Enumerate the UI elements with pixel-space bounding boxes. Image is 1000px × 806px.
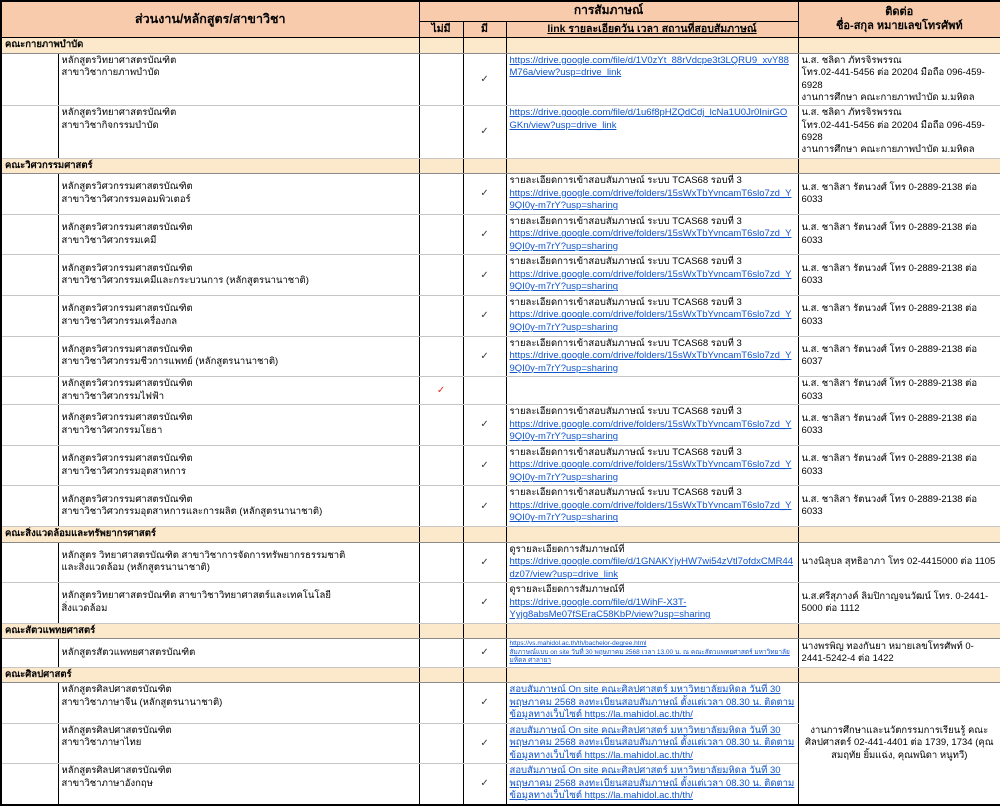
section-no-cell [419,623,463,639]
section-no-cell [419,526,463,542]
program-name: หลักสูตรวิทยาศาสตรบัณฑิต สาขาวิชาวิทยาศาสตร์และเทคโนโลยี [61,590,331,602]
section-yes-cell [463,667,506,683]
program-cell [58,723,419,764]
link-cell [506,255,798,296]
link-description: รายละเอียดการเข้าสอบสัมภาษณ์ ระบบ TCAS68 รอบที่ 3 [509,175,742,187]
yes-check-icon: ✓ [480,500,489,512]
table-row [1,336,1000,377]
contact-cell [798,214,1000,255]
program-cell [58,53,419,105]
link-cell [506,377,798,405]
row-indent-cell [1,377,58,405]
program-cell [58,295,419,336]
program-cell [58,445,419,486]
no-check-cell [419,683,463,724]
link-description: รายละเอียดการเข้าสอบสัมภาษณ์ ระบบ TCAS68 รอบที่ 3 [509,215,742,227]
link-cell [506,295,798,336]
no-check-cell [419,445,463,486]
program-major: สาขาวิชาวิศวกรรมไฟฟ้า [61,390,165,402]
contact-line: โทร.02-441-5456 ต่อ 20204 มือถือ 096-459-6928 [801,67,985,91]
row-indent-cell [1,106,58,158]
contact-cell [798,445,1000,486]
yes-check-cell [463,764,506,805]
link-description: ดูรายละเอียดการสัมภาษณ์ที่ [509,543,625,555]
program-cell [58,764,419,805]
interview-link[interactable]: https://drive.google.com/drive/folders/15sWxTbYvncamT6slo7zd_Y9QI0y-m7rY?usp=sharing [509,228,792,252]
program-major: และสิ่งแวดล้อม (หลักสูตรนานาชาติ) [61,562,210,574]
contact-line: น.ส. ชลิดา ภัทรจิรพรรณ [801,54,902,66]
section-link-cell [506,667,798,683]
link-cell [506,174,798,215]
yes-check-icon: ✓ [480,269,489,281]
table-row [1,405,1000,446]
program-cell [58,683,419,724]
yes-check-icon: ✓ [480,228,489,240]
link-description: รายละเอียดการเข้าสอบสัมภาษณ์ ระบบ TCAS68 รอบที่ 3 [509,487,742,499]
program-name: หลักสูตรวิศวกรรมศาสตรบัณฑิต [61,343,193,355]
section-title: คณะกายภาพบำบัด [1,38,419,54]
contact-cell [798,377,1000,405]
interview-link[interactable]: https://drive.google.com/file/d/1u6f8pHZQdCdj_lcNa1U0Jr0InirGOGKn/view?usp=drive_link [509,107,788,131]
yes-check-cell [463,174,506,215]
section-title: คณะสิ่งแวดล้อมและทรัพยากรศาสตร์ [1,526,419,542]
program-name: หลักสูตรวิศวกรรมศาสตรบัณฑิต [61,412,193,424]
contact-cell [798,639,1000,667]
row-indent-cell [1,583,58,624]
link-cell [506,486,798,527]
table-row [1,377,1000,405]
program-major: สาขาวิชาวิศวกรรมโยธา [61,425,163,436]
section-no-cell [419,667,463,683]
program-name: หลักสูตรสัตวแพทยศาสตรบัณฑิต [61,646,196,658]
yes-check-icon: ✓ [480,73,489,85]
interview-link[interactable]: https://drive.google.com/drive/folders/15sWxTbYvncamT6slo7zd_Y9QI0y-m7rY?usp=sharing [509,268,792,293]
row-indent-cell [1,723,58,764]
link-cell [506,336,798,377]
program-cell [58,639,419,667]
no-check-cell [419,405,463,446]
row-indent-cell [1,445,58,486]
section-link-cell [506,623,798,639]
contact-line: นางพรพิญ ทองกันยา หมายเลขโทรศัพท์ 0-2441-5242-4 ต่อ 1422 [801,640,974,664]
header-program-column: ส่วนงาน/หลักสูตร/สาขาวิชา [1,1,419,38]
interview-link[interactable]: https://drive.google.com/drive/folders/15sWxTbYvncamT6slo7zd_Y9QI0y-m7rY?usp=sharing [509,418,792,443]
no-check-cell [419,336,463,377]
link-description: ดูรายละเอียดการสัมภาษณ์ที่ [509,584,625,596]
yes-check-cell [463,295,506,336]
section-row [1,526,1000,542]
contact-line: น.ส. ชาลิสา รัตนวงศ์ โทร 0-2889-2138 ต่อ 6033 [801,181,978,205]
program-major: สิ่งแวดล้อม [61,602,108,614]
program-cell [58,542,419,583]
yes-check-icon: ✓ [480,460,489,471]
table-row [1,214,1000,255]
no-check-cell [419,639,463,667]
section-row [1,38,1000,54]
program-name: หลักสูตรวิทยาศาสตรบัณฑิต [61,107,177,119]
no-check-cell [419,486,463,527]
program-major: สาขาวิชาภาษาอังกฤษ [61,777,153,789]
header-contact-line2: ชื่อ-สกุล หมายเลขโทรศัพท์ [835,19,963,32]
link-cell [506,106,798,158]
contact-line: งานการศึกษาและนวัตกรรมการเรียนรู้ คณะศิลปศาสตร์ 02-441-4401 ต่อ 1739, 1734 (คุณสมฤทัย ยิ้มแฉ่ง, คุณพนิดา หนูทวี) [805,724,994,761]
no-check-cell [419,764,463,805]
contact-cell [798,486,1000,527]
header-contact-line1: ติดต่อ [885,5,914,18]
contact-line: น.ส. ชาลิสา รัตนวงศ์ โทร 0-2889-2138 ต่อ 6033 [801,378,978,402]
row-indent-cell [1,542,58,583]
program-major: สาขาวิชาวิศวกรรมคอมพิวเตอร์ [61,193,191,205]
section-title: คณะศิลปศาสตร์ [1,667,419,683]
yes-check-icon: ✓ [480,778,489,790]
section-no-cell [419,158,463,174]
header-contact-column [798,1,1000,38]
yes-check-icon: ✓ [480,350,489,362]
yes-check-cell [463,683,506,724]
table-body [1,38,1000,805]
yes-check-icon: ✓ [480,419,489,431]
program-name: หลักสูตร วิทยาศาสตรบัณฑิต สาขาวิชาการจัดการทรัพยากรธรรมชาติ [61,549,346,561]
yes-check-icon: ✓ [480,597,489,609]
yes-check-cell [463,214,506,255]
section-link-cell [506,38,798,54]
interview-link[interactable]: https://vs.mahidol.ac.th/th/bachelor-degree.html [509,640,647,648]
program-cell [58,174,419,215]
interview-link[interactable]: https://drive.google.com/drive/folders/15sWxTbYvncamT6slo7zd_Y9QI0y-m7rY?usp=sharing [509,187,792,212]
section-link-cell [506,526,798,542]
no-check-cell [419,106,463,158]
interview-link[interactable]: สอบสัมภาษณ์ On site คณะศิลปศาสตร์ มหาวิทยาลัยมหิดล วันที่ 30 พฤษภาคม 2568 ลงทะเบียนสอบสัมภาษณ์ ตั้งแต่เวลา 08.30 น. ติดตามข้อมูลทางเว็บไซต์ https://la.mahidol.ac.th/th/ [509,684,795,721]
section-yes-cell [463,158,506,174]
header-interview-group: การสัมภาษณ์ [419,1,798,21]
table-row [1,295,1000,336]
section-title: คณะสัตวแพทยศาสตร์ [1,623,419,639]
row-indent-cell [1,486,58,527]
table-row [1,106,1000,158]
program-major: สาขาวิชากายภาพบำบัด [61,67,160,79]
program-major: สาขาวิชาวิศวกรรมเครื่องกล [61,315,178,327]
section-yes-cell [463,38,506,54]
header-yes-column: มี [463,21,506,38]
yes-check-icon: ✓ [480,737,489,749]
program-cell [58,336,419,377]
section-row [1,158,1000,174]
program-cell [58,405,419,446]
program-name: หลักสูตรวิศวกรรมศาสตรบัณฑิต [61,222,193,234]
link-cell [506,764,798,805]
link-cell [506,214,798,255]
contact-cell [798,336,1000,377]
link-cell [506,445,798,486]
row-indent-cell [1,174,58,215]
yes-check-icon: ✓ [480,188,489,200]
contact-line: น.ส.ศรีสุภางค์ ลิมปิกาญจนวัฒน์ โทร. 0-2441-5000 ต่อ 1112 [801,590,989,614]
table-row [1,542,1000,583]
row-indent-cell [1,214,58,255]
section-contact-cell [798,38,1000,54]
program-cell [58,106,419,158]
link-cell [506,683,798,724]
table-header [1,1,1000,38]
yes-check-cell [463,405,506,446]
contact-cell [798,405,1000,446]
section-no-cell [419,38,463,54]
link-cell [506,639,798,667]
link-cell [506,723,798,764]
program-name: หลักสูตรวิศวกรรมศาสตรบัณฑิต [61,303,193,315]
interview-link[interactable]: https://drive.google.com/file/d/1WihF-X3T-Yyjg8absMe07fSEraC58KbP/view?usp=sharing [509,596,711,621]
yes-check-cell [463,583,506,624]
link-cell [506,53,798,105]
yes-check-cell [463,723,506,764]
no-check-cell [419,377,463,405]
table-row [1,174,1000,215]
row-indent-cell [1,336,58,377]
section-yes-cell [463,623,506,639]
program-major: สาขาวิชาวิศวกรรมเคมี [61,234,157,246]
interview-link[interactable]: สอบสัมภาษณ์ On site คณะศิลปศาสตร์ มหาวิทยาลัยมหิดล วันที่ 30 พฤษภาคม 2568 ลงทะเบียนสอบสัมภาษณ์ ตั้งแต่เวลา 08.30 น. ติดตามข้อมูลทางเว็บไซต์ https://la.mahidol.ac.th/th/ [509,724,795,761]
contact-line: งานการศึกษา คณะกายภาพบำบัด ม.มหิดล [801,144,975,156]
link-description: รายละเอียดการเข้าสอบสัมภาษณ์ ระบบ TCAS68 รอบที่ 3 [509,446,742,458]
program-name: หลักสูตรศิลปศาสตรบัณฑิต [61,684,172,696]
contact-cell [798,255,1000,296]
table-row [1,53,1000,105]
yes-check-cell [463,255,506,296]
header-no-column: ไม่มี [419,21,463,38]
contact-line: น.ส. ชาลิสา รัตนวงศ์ โทร 0-2889-2138 ต่อ 6033 [801,493,978,518]
yes-check-icon: ✓ [480,697,489,709]
contact-cell [798,683,1000,805]
link-description: รายละเอียดการเข้าสอบสัมภาษณ์ ระบบ TCAS68 รอบที่ 3 [509,406,742,418]
no-check-cell [419,53,463,105]
interview-link[interactable]: https://drive.google.com/drive/folders/15sWxTbYvncamT6slo7zd_Y9QI0y-m7rY?usp=sharing [509,350,792,374]
program-name: หลักสูตรวิศวกรรมศาสตรบัณฑิต [61,378,193,390]
program-name: หลักสูตรวิศวกรรมศาสตรบัณฑิต [61,453,193,465]
contact-line: น.ส. ชาลิสา รัตนวงศ์ โทร 0-2889-2138 ต่อ 6033 [801,412,978,436]
yes-check-cell [463,106,506,158]
row-indent-cell [1,683,58,724]
contact-cell [798,295,1000,336]
yes-check-icon: ✓ [480,310,489,322]
section-yes-cell [463,526,506,542]
contact-line: น.ส. ชาลิสา รัตนวงศ์ โทร 0-2889-2138 ต่อ 6033 [801,222,978,246]
interview-link[interactable]: https://drive.google.com/drive/folders/15sWxTbYvncamT6slo7zd_Y9QI0y-m7rY?usp=sharing [509,459,792,483]
no-check-cell [419,174,463,215]
link-description: รายละเอียดการเข้าสอบสัมภาษณ์ ระบบ TCAS68 รอบที่ 3 [509,337,742,349]
program-major: สาขาวิชาวิศวกรรมอุตสาหการและการผลิต (หลักสูตรนานาชาติ) [61,506,323,518]
table-row [1,583,1000,624]
yes-check-cell [463,377,506,405]
row-indent-cell [1,53,58,105]
section-title: คณะวิศวกรรมศาสตร์ [1,158,419,174]
interview-link[interactable]: https://drive.google.com/file/d/1V0zYt_88rVdcpe3t3LQRU9_xvY88M76a/view?usp=drive_link [509,54,789,79]
program-major: สาขาวิชาภาษาไทย [61,737,142,749]
interview-link[interactable]: https://drive.google.com/file/d/1GNAKYjyHW7wi54zVtl7ofdxCMR44dz07/view?usp=drive_link [509,556,794,580]
program-cell [58,255,419,296]
table-row [1,639,1000,667]
section-contact-cell [798,158,1000,174]
program-cell [58,486,419,527]
program-major: สาขาวิชาวิศวกรรมชีวการแพทย์ (หลักสูตรนานาชาติ) [61,356,279,368]
contact-cell [798,174,1000,215]
program-major: สาขาวิชากิจกรรมบำบัด [61,119,159,131]
yes-check-cell [463,53,506,105]
interview-link[interactable]: https://drive.google.com/drive/folders/15sWxTbYvncamT6slo7zd_Y9QI0y-m7rY?usp=sharing [509,499,792,524]
program-name: หลักสูตรศิลปศาสตรบัณฑิต [61,765,172,777]
no-check-icon: ✓ [436,385,446,397]
header-link-column: link รายละเอียดวัน เวลา สถานที่สอบสัมภาษณ์ [506,21,798,38]
table-row [1,486,1000,527]
no-check-cell [419,295,463,336]
no-check-cell [419,214,463,255]
contact-line: น.ส. ชาลิสา รัตนวงศ์ โทร 0-2889-2138 ต่อ 6037 [801,344,978,368]
row-indent-cell [1,255,58,296]
row-indent-cell [1,764,58,805]
no-check-cell [419,583,463,624]
section-row [1,667,1000,683]
link-description: รายละเอียดการเข้าสอบสัมภาษณ์ ระบบ TCAS68 รอบที่ 3 [509,296,742,308]
program-name: หลักสูตรวิศวกรรมศาสตรบัณฑิต [61,493,193,505]
contact-cell [798,106,1000,158]
program-major: สาขาวิชาวิศวกรรมเคมีและกระบวนการ (หลักสูตรนานาชาติ) [61,275,309,287]
contact-line: นางนิลุบล สุทธิอาภา โทร 02-4415000 ต่อ 1105 [801,556,996,568]
yes-check-cell [463,639,506,667]
yes-check-icon: ✓ [480,647,489,659]
program-name: หลักสูตรวิศวกรรมศาสตรบัณฑิต [61,181,193,193]
no-check-cell [419,542,463,583]
program-name: หลักสูตรวิทยาศาสตรบัณฑิต [61,54,177,66]
program-name: หลักสูตรศิลปศาสตรบัณฑิต [61,724,172,736]
contact-line: งานการศึกษา คณะกายภาพบำบัด ม.มหิดล [801,91,975,103]
contact-line: น.ส. ชาลิสา รัตนวงศ์ โทร 0-2889-2138 ต่อ 6033 [801,303,978,327]
program-major: สาขาวิชาภาษาจีน (หลักสูตรนานาชาติ) [61,696,223,708]
program-name: หลักสูตรวิศวกรรมศาสตรบัณฑิต [61,262,193,274]
section-contact-cell [798,623,1000,639]
program-cell [58,214,419,255]
contact-cell [798,53,1000,105]
contact-line: น.ส. ชาลิสา รัตนวงศ์ โทร 0-2889-2138 ต่อ 6033 [801,453,978,477]
yes-check-cell [463,445,506,486]
link-cell [506,583,798,624]
table-row [1,683,1000,724]
link-cell [506,405,798,446]
section-row [1,623,1000,639]
program-cell [58,377,419,405]
section-link-cell [506,158,798,174]
program-major: สาขาวิชาวิศวกรรมอุตสาหการ [61,465,186,477]
table-row [1,255,1000,296]
contact-line: น.ส. ชาลิสา รัตนวงศ์ โทร 0-2889-2138 ต่อ 6033 [801,262,978,287]
yes-check-cell [463,486,506,527]
section-contact-cell [798,526,1000,542]
contact-cell [798,542,1000,583]
yes-check-cell [463,542,506,583]
row-indent-cell [1,639,58,667]
yes-check-icon: ✓ [480,126,489,138]
interview-link[interactable]: https://drive.google.com/drive/folders/15sWxTbYvncamT6slo7zd_Y9QI0y-m7rY?usp=sharing [509,309,792,334]
interview-link[interactable]: สอบสัมภาษณ์ On site คณะศิลปศาสตร์ มหาวิทยาลัยมหิดล วันที่ 30 พฤษภาคม 2568 ลงทะเบียนสอบสัมภาษณ์ ตั้งแต่เวลา 08.30 น. ติดตามข้อมูลทางเว็บไซต์ https://la.mahidol.ac.th/th/ [509,765,795,802]
link-cell [506,542,798,583]
row-indent-cell [1,295,58,336]
no-check-cell [419,255,463,296]
contact-line: โทร.02-441-5456 ต่อ 20204 มือถือ 096-459-6928 [801,119,985,143]
interview-link[interactable]: สัมภาษณ์แบบ on site วันที่ 30 พฤษภาคม 2568 เวลา 13.00 น. ณ คณะสัตวแพทยศาสตร์ มหาวิทยาลัยมหิดล ศาลายา [509,648,790,665]
table-row [1,445,1000,486]
program-cell [58,583,419,624]
row-indent-cell [1,405,58,446]
contact-line: น.ส. ชลิดา ภัทรจิรพรรณ [801,107,902,119]
no-check-cell [419,723,463,764]
contact-cell [798,583,1000,624]
yes-check-cell [463,336,506,377]
yes-check-icon: ✓ [480,556,489,568]
section-contact-cell [798,667,1000,683]
link-description: รายละเอียดการเข้าสอบสัมภาษณ์ ระบบ TCAS68 รอบที่ 3 [509,256,742,268]
